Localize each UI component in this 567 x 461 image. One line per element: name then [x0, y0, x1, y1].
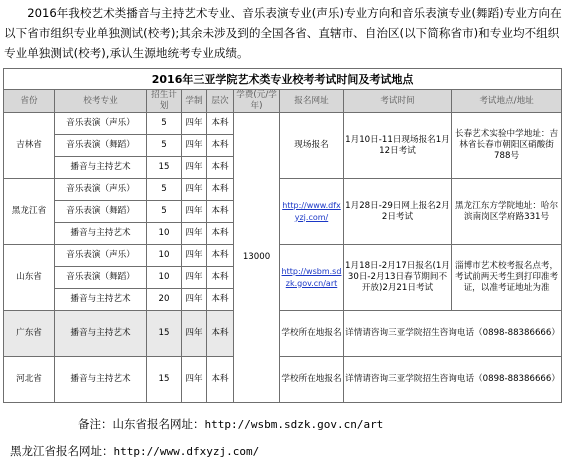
years-cell: 四年 — [182, 113, 207, 135]
level-cell: 本科 — [207, 201, 234, 223]
years-cell: 四年 — [182, 289, 207, 311]
years-cell: 四年 — [182, 223, 207, 245]
header-years: 学制 — [182, 90, 207, 113]
tuition-cell: 13000 — [234, 113, 280, 403]
header-province: 省份 — [4, 90, 55, 113]
heilongjiang-note — [10, 443, 259, 459]
table-row — [4, 311, 562, 334]
exam-schedule-table — [3, 68, 562, 403]
signup-heilongjiang — [280, 179, 344, 245]
major-cell: 音乐表演（声乐） — [55, 113, 147, 135]
signup-shandong — [280, 245, 344, 311]
level-cell: 本科 — [207, 267, 234, 289]
header-signup: 报名网址 — [280, 90, 344, 113]
province-guangdong: 广东省 — [4, 311, 55, 357]
years-cell: 四年 — [182, 201, 207, 223]
level-cell: 本科 — [207, 157, 234, 179]
time-shandong: 1月18日-2月17日报名(1月30日-2月13日春节期间不开放)2月21日考试 — [344, 245, 452, 311]
major-cell: 播音与主持艺术 — [55, 357, 147, 403]
details-hebei: 详情请咨询三亚学院招生咨询电话（0898-88386666） — [344, 357, 562, 403]
years-cell: 四年 — [182, 357, 207, 403]
major-cell: 播音与主持艺术 — [55, 157, 147, 179]
major-cell: 音乐表演（舞蹈） — [55, 267, 147, 289]
plan-cell: 5 — [147, 179, 182, 201]
province-hebei: 河北省 — [4, 357, 55, 403]
years-cell: 四年 — [182, 157, 207, 179]
major-cell: 播音与主持艺术 — [55, 223, 147, 245]
details-guangdong: 详情请咨询三亚学院招生咨询电话（0898-88386666） — [344, 311, 562, 357]
major-cell: 音乐表演（声乐） — [55, 245, 147, 267]
table-row — [4, 179, 562, 201]
level-cell: 本科 — [207, 179, 234, 201]
table-row — [4, 357, 562, 380]
level-cell: 本科 — [207, 113, 234, 135]
plan-cell: 15 — [147, 357, 182, 403]
heilongjiang-signup-link[interactable]: http://www.dfxyzj.com/ — [282, 200, 341, 222]
level-cell: 本科 — [207, 223, 234, 245]
header-place: 考试地点/地址 — [452, 90, 562, 113]
plan-cell: 5 — [147, 135, 182, 157]
header-plan: 招生计划 — [147, 90, 182, 113]
years-cell: 四年 — [182, 311, 207, 357]
plan-cell: 10 — [147, 223, 182, 245]
major-cell: 音乐表演（声乐） — [55, 179, 147, 201]
header-level: 层次 — [207, 90, 234, 113]
shandong-note-url[interactable]: http://wsbm.sdzk.gov.cn/art — [204, 418, 384, 431]
plan-cell: 5 — [147, 201, 182, 223]
heilongjiang-note-url[interactable]: http://www.dfxyzj.com/ — [113, 445, 260, 458]
level-cell: 本科 — [207, 245, 234, 267]
years-cell: 四年 — [182, 267, 207, 289]
intro-text — [4, 3, 562, 63]
plan-cell: 5 — [147, 113, 182, 135]
header-tuition: 学费(元/学年) — [234, 90, 280, 113]
signup-guangdong: 学校所在地报名 — [280, 311, 344, 357]
province-heilongjiang: 黑龙江省 — [4, 179, 55, 245]
heilongjiang-note-label: 黑龙江省报名网址： — [10, 444, 114, 458]
shandong-note-label: 备注：山东省报名网址： — [78, 417, 205, 431]
plan-cell: 15 — [147, 157, 182, 179]
major-cell: 音乐表演（舞蹈） — [55, 135, 147, 157]
table-row — [4, 113, 562, 135]
table-row — [4, 245, 562, 267]
province-shandong: 山东省 — [4, 245, 55, 311]
years-cell: 四年 — [182, 179, 207, 201]
province-jilin: 吉林省 — [4, 113, 55, 179]
plan-cell: 10 — [147, 267, 182, 289]
shandong-note — [78, 416, 383, 432]
shandong-signup-link[interactable]: http://wsbm.sdzk.gov.cn/art — [281, 266, 342, 288]
exam-schedule-table-wrap — [3, 68, 561, 403]
plan-cell: 20 — [147, 289, 182, 311]
major-cell: 音乐表演（舞蹈） — [55, 201, 147, 223]
level-cell: 本科 — [207, 311, 234, 357]
table-title: 2016年三亚学院艺术类专业校考考试时间及考试地点 — [4, 69, 562, 90]
time-heilongjiang: 1月28日-29日网上报名2月2日考试 — [344, 179, 452, 245]
intro-paragraph: 2016年我校艺术类播音与主持艺术专业、音乐表演专业(声乐)专业方向和音乐表演专业(舞蹈)专业方向在以下省市组织专业单独测试(校考);其余未涉及到的全国各省、直辖市、自治区(以下简称省市)和专业均不组织专业单独测试(校考),承认生源地统考专业成绩。 — [4, 6, 562, 60]
years-cell: 四年 — [182, 135, 207, 157]
level-cell: 本科 — [207, 289, 234, 311]
time-jilin: 1月10日-11日现场报名1月12日考试 — [344, 113, 452, 179]
level-cell: 本科 — [207, 135, 234, 157]
table-title-row — [4, 69, 562, 90]
place-jilin: 长春艺术实验中学地址：吉林省长春市朝阳区硝酸街788号 — [452, 113, 562, 179]
header-time: 考试时间 — [344, 90, 452, 113]
plan-cell: 10 — [147, 245, 182, 267]
signup-hebei: 学校所在地报名 — [280, 357, 344, 403]
signup-jilin: 现场报名 — [280, 113, 344, 179]
table-header-row — [4, 90, 562, 113]
years-cell: 四年 — [182, 245, 207, 267]
header-major: 校考专业 — [55, 90, 147, 113]
plan-cell: 15 — [147, 311, 182, 357]
level-cell: 本科 — [207, 357, 234, 403]
major-cell: 播音与主持艺术 — [55, 311, 147, 357]
major-cell: 播音与主持艺术 — [55, 289, 147, 311]
place-shandong: 淄博市艺术校考报名点考，考试前两天考生到打印准考证，以准考证地址为准 — [452, 245, 562, 311]
place-heilongjiang: 黑龙江东方学院地址：哈尔滨南岗区学府路331号 — [452, 179, 562, 245]
